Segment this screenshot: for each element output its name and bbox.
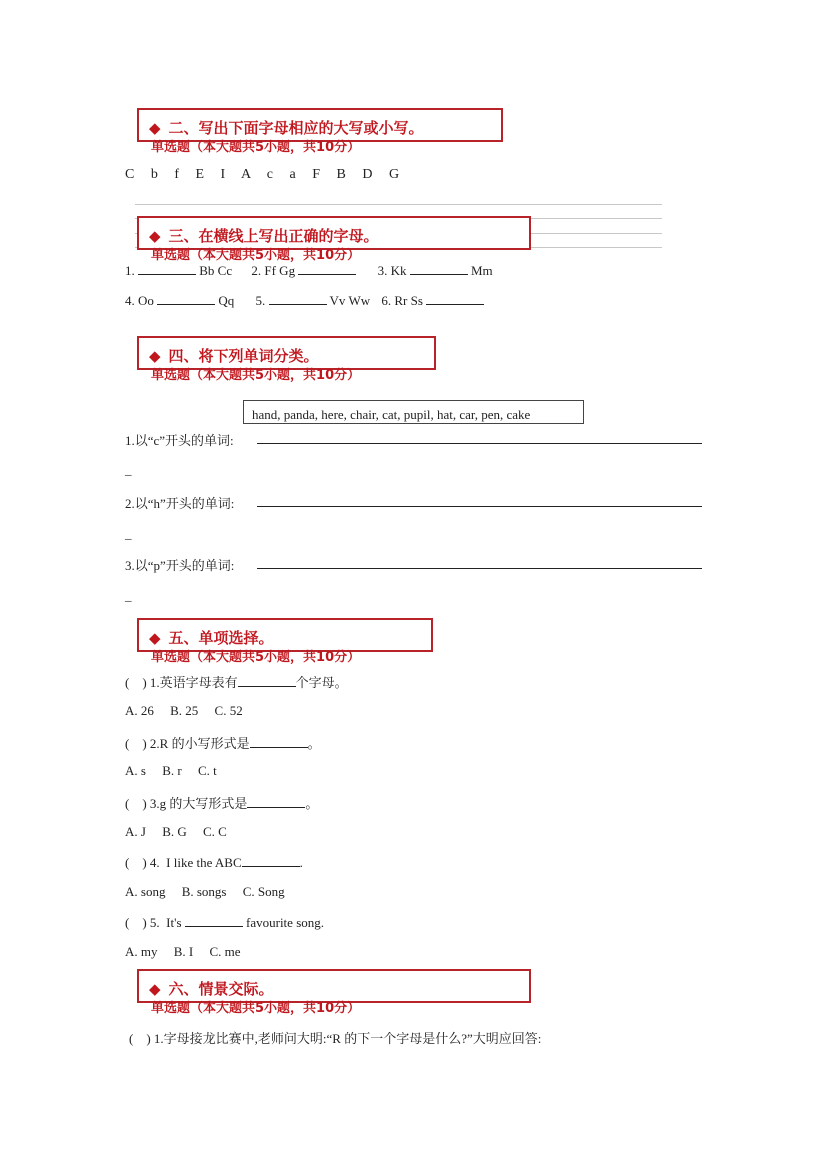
section-6-header [137, 969, 531, 1016]
fill-item: 1. Bb Cc [125, 263, 233, 278]
answer-line[interactable] [257, 430, 702, 444]
section-6-ghost-text: 单选题（本大题共5小题，共10分） [151, 1001, 361, 1016]
mcq-question: ( ) 4. I like the ABC . [125, 855, 303, 870]
answer-blank[interactable] [185, 914, 243, 927]
situation-question: ( ) 1.字母接龙比赛中,老师问大明:“R 的下一个字母是什么?”大明应回答: [129, 1031, 542, 1046]
diamond-icon: ◆ [149, 980, 161, 998]
answer-blank[interactable] [426, 292, 484, 305]
answer-line[interactable] [257, 493, 702, 507]
word-bank-box: hand, panda, here, chair, cat, pupil, hat, car, pen, cake [243, 400, 584, 424]
mcq-question: ( ) 2.R 的小写形式是 。 [125, 736, 321, 751]
classify-label: 2.以“h”开头的单词: [125, 496, 235, 511]
answer-line[interactable] [257, 555, 702, 569]
answer-blank[interactable] [157, 292, 215, 305]
diamond-icon: ◆ [149, 227, 161, 245]
section-6-title: 六、情景交际。 [168, 980, 274, 998]
classify-tail: _ [125, 462, 132, 477]
fill-item: 2. Ff Gg [251, 263, 356, 278]
section-2-ghost-text: 单选题（本大题共5小题，共10分） [151, 140, 361, 155]
section-4-title: 四、将下列单词分类。 [168, 347, 319, 365]
section-2-title: 二、写出下面字母相应的大写或小写。 [168, 119, 424, 137]
section-5-ghost-text: 单选题（本大题共5小题，共10分） [151, 650, 361, 665]
mcq-options: A. 26 B. 25 C. 52 [125, 703, 243, 718]
answer-blank[interactable] [298, 262, 356, 275]
fill-row-2 [125, 292, 484, 309]
section-3-ghost-text: 单选题（本大题共5小题，共10分） [151, 248, 361, 263]
mcq-question: ( ) 3.g 的大写形式是 。 [125, 796, 319, 811]
answer-blank[interactable] [242, 854, 300, 867]
answer-blank[interactable] [410, 262, 468, 275]
mcq-options: A. J B. G C. C [125, 824, 227, 839]
diamond-icon: ◆ [149, 629, 161, 647]
section-5-title: 五、单项选择。 [168, 629, 274, 647]
fill-item: 6. Rr Ss [381, 293, 484, 308]
section-4-ghost-text: 单选题（本大题共5小题，共10分） [151, 368, 361, 383]
diamond-icon: ◆ [149, 119, 161, 137]
diamond-icon: ◆ [149, 347, 161, 365]
fill-row-1 [125, 262, 493, 279]
mcq-question: ( ) 5. It's favourite song. [125, 915, 324, 930]
classify-label: 3.以“p”开头的单词: [125, 558, 235, 573]
classify-label: 1.以“c”开头的单词: [125, 433, 234, 448]
answer-blank[interactable] [238, 674, 296, 687]
section-2-header [137, 108, 503, 155]
rule-line [135, 204, 662, 205]
classify-tail: _ [125, 588, 132, 603]
answer-blank[interactable] [247, 795, 305, 808]
mcq-options: A. song B. songs C. Song [125, 884, 285, 899]
mcq-options: A. my B. I C. me [125, 944, 241, 959]
fill-item: 4. Oo Qq [125, 293, 235, 308]
section-4-header [137, 336, 436, 383]
answer-blank[interactable] [269, 292, 327, 305]
section-3-header [137, 216, 531, 263]
answer-blank[interactable] [250, 735, 308, 748]
mcq-question: ( ) 1.英语字母表有 个字母。 [125, 675, 348, 690]
answer-blank[interactable] [138, 262, 196, 275]
section-5-header [137, 618, 433, 665]
section-3-title: 三、在横线上写出正确的字母。 [168, 227, 379, 245]
fill-item: 3. Kk Mm [377, 263, 493, 278]
classify-tail: _ [125, 526, 132, 541]
fill-item: 5. Vv Ww [255, 293, 371, 308]
letters-line: C b f E I A c a F B D G [125, 167, 400, 182]
mcq-options: A. s B. r C. t [125, 763, 217, 778]
